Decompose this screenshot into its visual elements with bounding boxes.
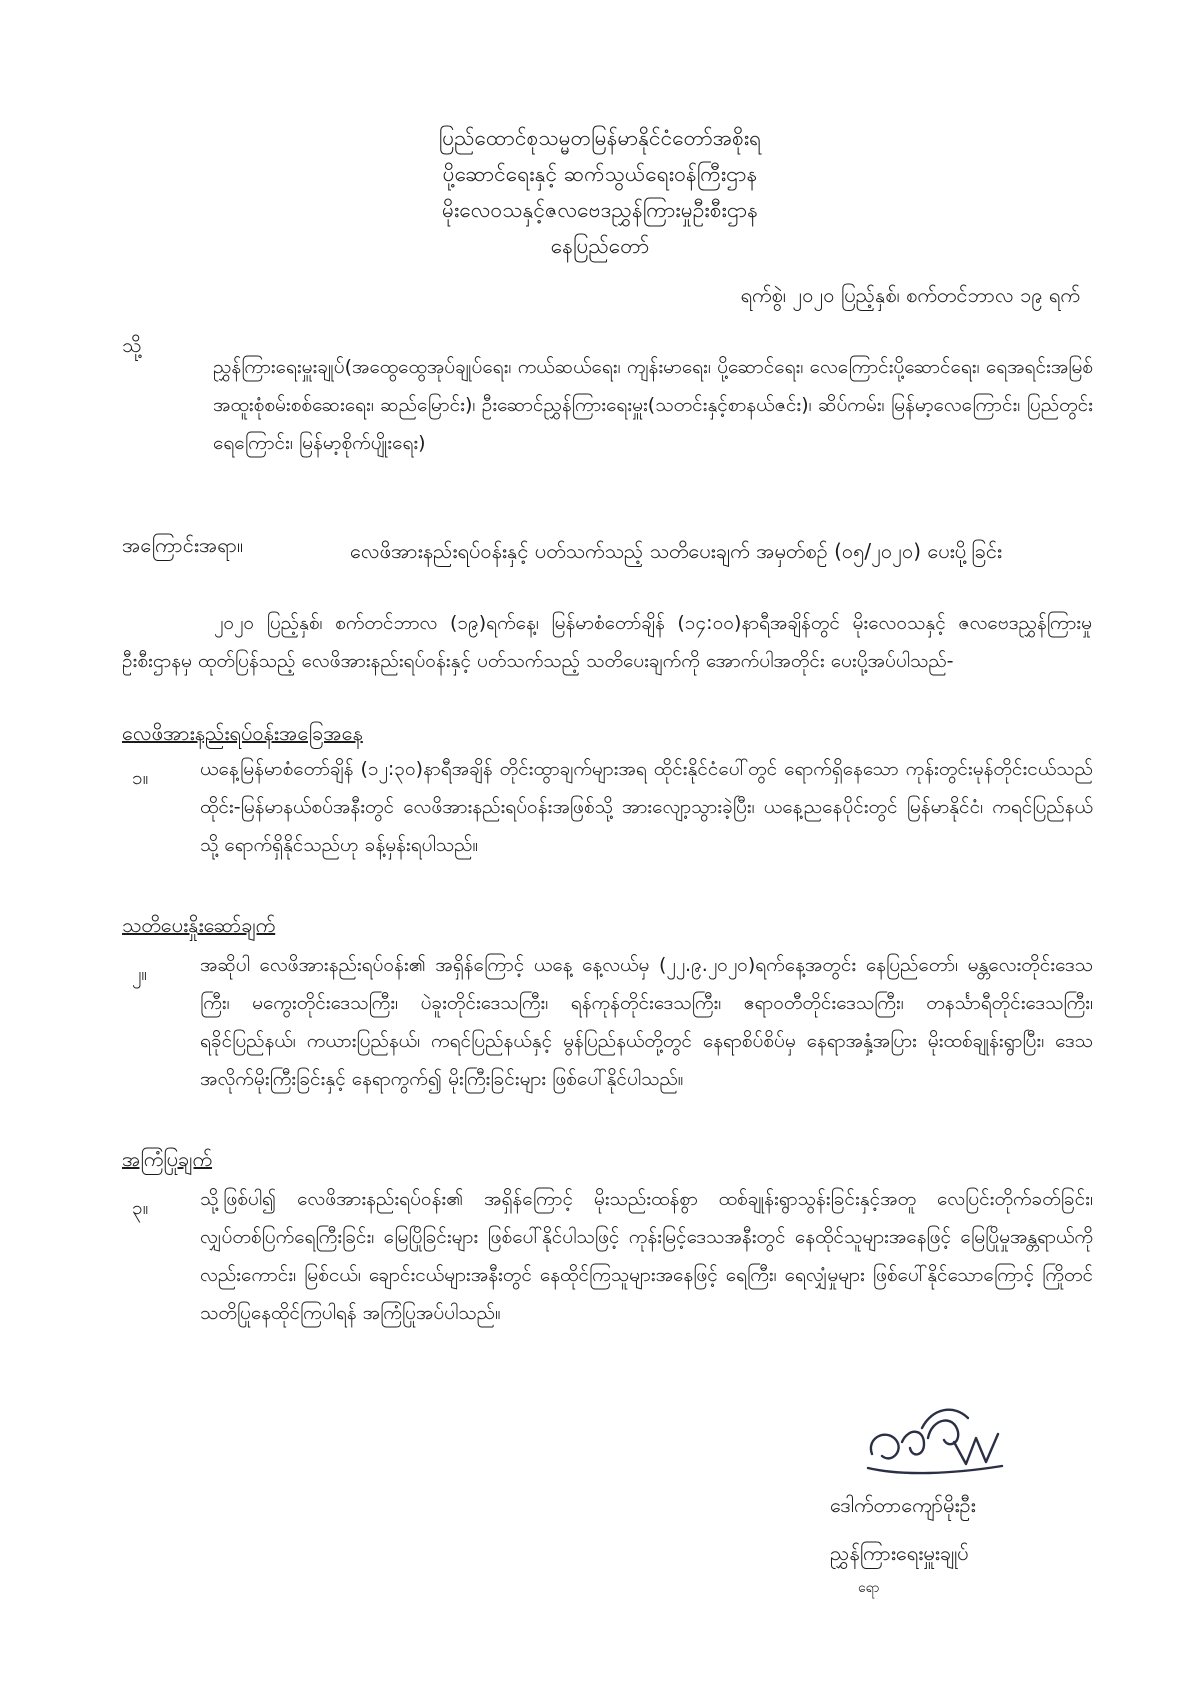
letterhead-city: နေပြည်တော်: [550, 234, 650, 258]
signatory-mark: ရော: [858, 1580, 880, 1596]
subject-text: လေဖိအားနည်းရပ်ဝန်းနှင့် ပတ်သက်သည့် သတိပေးချက် အမှတ်စဉ် (၀၅/၂၀၂၀) ပေးပို့ခြင်း: [350, 539, 1003, 563]
subject-label: အကြောင်းအရာ။: [122, 533, 244, 557]
document-date: ရက်စွဲ၊ ၂၀၂၀ ပြည့်နှစ်၊ စက်တင်ဘာလ ၁၉ ရက်: [740, 283, 1080, 307]
paragraph-number: ၃။: [132, 1197, 149, 1219]
letterhead-government: ပြည်ထောင်စုသမ္မတမြန်မာနိုင်ငံတော်အစိုးရ: [438, 126, 762, 150]
signatory-title: ညွှန်ကြားရေးမှူးချုပ်: [830, 1541, 969, 1565]
paragraph-number: ၁။: [132, 767, 149, 789]
paragraph-warning: အဆိုပါ လေဖိအားနည်းရပ်ဝန်း၏ အရှိန်ကြောင့် ယနေ့ နေ့လယ်မှ (၂၂.၉.၂၀၂၀)ရက်နေ့အတွင်း နေပြည်တော်၊ မန္တလေးတိုင်းဒေသကြီး၊ မကွေးတိုင်းဒေသကြီး၊ ပဲခူးတိုင်းဒေသကြီး၊ ရန်ကုန်တိုင်းဒေသကြီး၊ ဧရာဝတီတိုင်းဒေသကြီး၊ တနင်္သာရီတိုင်းဒေသကြီး၊ ရခိုင်ပြည်နယ်၊ ကယားပြည်နယ်၊ ကရင်ပြည်နယ်နှင့် မွန်ပြည်နယ်တို့တွင် နေရာစိပ်စိပ်မှ နေရာအနှံ့အပြား မိုးထစ်ချုန်းရွာပြီး၊ ဒေသအလိုက်မိုးကြီးခြင်းနှင့် နေရာကွက်၍ မိုးကြီးခြင်းများ ဖြစ်ပေါ်နိုင်ပါသည်။: [200, 954, 1093, 1090]
signatory-name: ဒေါက်တာကျော်မိုးဦး: [830, 1493, 976, 1517]
to-label: သို့: [122, 333, 142, 357]
paragraph-advice: သို့ဖြစ်ပါ၍ လေဖိအားနည်းရပ်ဝန်း၏ အရှိန်ကြောင့် မိုးသည်းထန်စွာ ထစ်ချုန်းရွာသွန်းခြင်းနှင့်အတူ လေပြင်းတိုက်ခတ်ခြင်း၊ လျှပ်တစ်ပြက်ရေကြီးခြင်း၊ မြေပြိုခြင်းများ ဖြစ်ပေါ်နိုင်ပါသဖြင့် ကုန်းမြင့်ဒေသအနီးတွင် နေထိုင်သူများအနေဖြင့် မြေပြိုမှုအန္တရာယ်ကိုလည်းကောင်း၊ မြစ်ငယ်၊ ချောင်းငယ်များအနီးတွင် နေထိုင်ကြသူများအနေဖြင့် ရေကြီး၊ ရေလျှံမှုများ ဖြစ်ပေါ်နိုင်သောကြောင့် ကြိုတင်သတိပြုနေထိုင်ကြပါရန် အကြံပြုအပ်ပါသည်။: [200, 1188, 1093, 1324]
paragraph-situation: ယနေ့မြန်မာစံတော်ချိန် (၁၂:၃၀)နာရီအချိန် တိုင်းထွာချက်များအရ ထိုင်းနိုင်ငံပေါ်တွင် ရောက်ရှိနေသော ကုန်းတွင်းမုန်တိုင်းငယ်သည် ထိုင်း-မြန်မာနယ်စပ်အနီးတွင် လေဖိအားနည်းရပ်ဝန်းအဖြစ်သို့ အားလျော့သွားခဲ့ပြီး၊ ယနေ့ညနေပိုင်းတွင် မြန်မာနိုင်ငံ၊ ကရင်ပြည်နယ်သို့ ရောက်ရှိနိုင်သည်ဟု ခန့်မှန်းရပါသည်။: [200, 758, 1093, 856]
letterhead-ministry: ပို့ဆောင်ရေးနှင့် ဆက်သွယ်ရေးဝန်ကြီးဌာန: [442, 162, 758, 186]
handwritten-signature: [862, 1398, 1012, 1480]
addressee-list: ညွှန်ကြားရေးမှူးချုပ်(အထွေထွေအုပ်ချုပ်ရေး၊ ကယ်ဆယ်ရေး၊ ကျန်းမာရေး၊ ပို့ဆောင်ရေး၊ လေကြောင်းပို့ဆောင်ရေး၊ ရေအရင်းအမြစ်အထူးစုံစမ်းစစ်ဆေးရေး၊ ဆည်မြောင်း)၊ ဦးဆောင်ညွှန်ကြားရေးမှူး(သတင်းနှင့်စာနယ်ဇင်း)၊ ဆိပ်ကမ်း၊ မြန်မာ့လေကြောင်း၊ ပြည်တွင်းရေကြောင်း၊ မြန်မာ့စိုက်ပျိုးရေး): [213, 356, 1093, 454]
section-heading-warning: သတိပေးနှိုးဆော်ချက်: [122, 913, 276, 937]
intro-paragraph: ၂၀၂၀ ပြည့်နှစ်၊ စက်တင်ဘာလ (၁၉)ရက်နေ့၊ မြန်မာစံတော်ချိန် (၁၄:၀၀)နာရီအချိန်တွင် မိုးလေဝသနှင့် ဇလဗေဒညွှန်ကြားမှုဦးစီးဌာနမှ ထုတ်ပြန်သည့် လေဖိအားနည်းရပ်ဝန်းနှင့် ပတ်သက်သည့် သတိပေးချက်ကို အောက်ပါအတိုင်း ပေးပို့အပ်ပါသည်-: [122, 612, 1092, 672]
letterhead: [0, 120, 1200, 264]
paragraph-number: ၂။: [132, 963, 148, 985]
letterhead-department: မိုးလေဝသနှင့်ဇလဗေဒညွှန်ကြားမှုဦးစီးဌာန: [441, 198, 759, 222]
section-heading-situation: လေဖိအားနည်းရပ်ဝန်းအခြေအနေ: [122, 721, 363, 745]
section-heading-advice: အကြံပြုချက်: [122, 1147, 213, 1171]
